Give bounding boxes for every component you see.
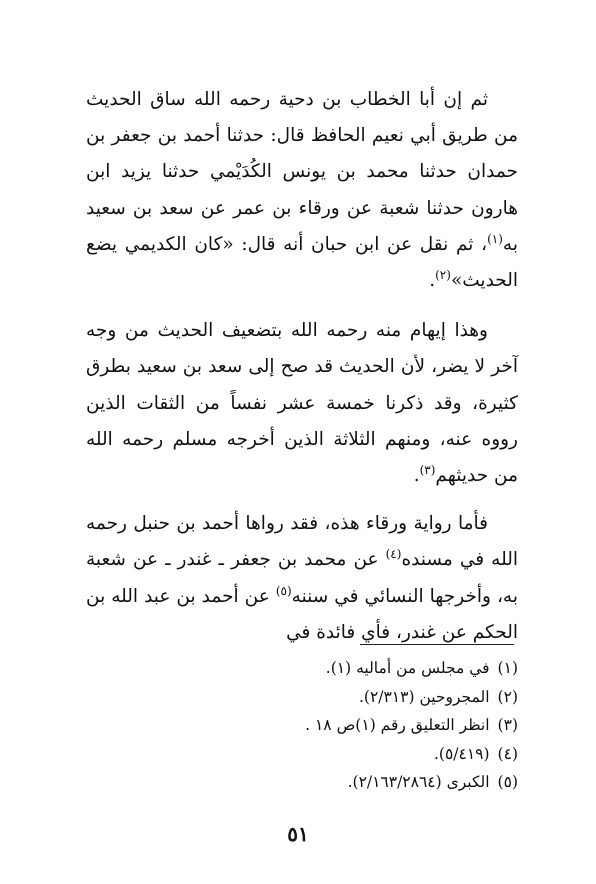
footnote-text: (٥/٤١٩). [433,744,490,763]
footnote-marker: (٣) [497,716,518,734]
main-text [86,82,518,651]
paragraph [86,313,518,494]
footnote-reference: (٢) [435,267,451,282]
paragraph-text: ثم إن أبا الخطاب بن دحية رحمه الله ساق الحديث من طريق أبي نعيم الحافظ قال: حدثنا أحمد بن جعفر بن حمدان حدثنا محمد بن يونس الكُدَيْمي حدثنا يزيد ابن هارون حدثنا شعبة عن ورقاء بن عمر عن سعد بن سعيد به [86,89,518,255]
footnote-marker: (٢) [497,687,518,706]
footnote-text: المجروحين (٢/٣١٣). [358,687,490,706]
footnote [86,740,518,769]
footnote-text: في مجلس من أماليه (١). [325,659,490,677]
paragraph-text: وهذا إيهام منه رحمه الله بتضعيف الحديث من وجه آخر لا يضر، لأن الحديث قد صح إلى سعد بن سعيد بطرق كثيرة، وقد ذكرنا خمسة عشر نفساً من الثقات الذين رووه عنه، ومنهم الثلاثة الذين أخرجه مسلم رحمه الله من حديثهم [86,320,518,487]
footnote-marker: (٥) [497,773,518,791]
paragraph [86,82,518,299]
footnote-separator [360,644,514,645]
paragraph-text: فأما رواية ورقاء هذه، فقد رواها أحمد بن حنبل رحمه الله في مسنده [86,513,518,571]
footnote-marker: (٤) [497,744,518,763]
footnote-text: انظر التعليق رقم (١)ص ١٨ . [305,716,490,734]
footnote-text: الكبرى (٢/١٦٣/٢٨٦٤). [347,773,490,791]
footnote [86,711,518,740]
footnote-reference: (٣) [419,462,436,477]
footnote-reference: (٥) [275,583,292,598]
paragraph-text: عن محمد بن جعفر ـ غندر ـ عن شعبة به، وأخرجها النسائي في سننه [86,549,518,607]
footnote [86,768,518,797]
footnote [86,654,518,683]
footnotes-list [86,654,518,797]
footnote [86,683,518,712]
paragraph [86,506,518,651]
paragraph-text: . [413,465,420,487]
footnote-reference: (١) [487,231,503,246]
paragraph-text: ، ثم نقل عن ابن حبان أنه قال: «كان الكديمي يضع الحديث» [86,233,518,292]
footnote-reference: (٤) [385,547,402,562]
paragraph-text: عن أحمد بن عبد الله بن الحكم عن غندر، فأي فائدة في [86,585,518,643]
paragraph-text: . [429,270,436,292]
page-number: ٥١ [287,822,309,846]
footnote-marker: (١) [497,659,518,677]
